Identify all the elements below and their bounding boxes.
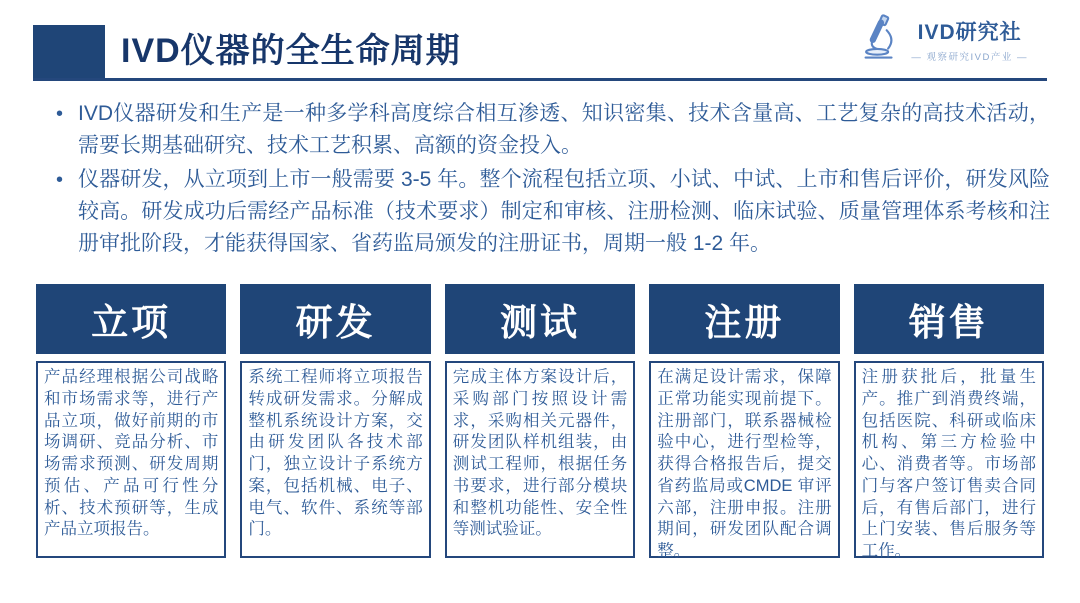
title-underline xyxy=(33,78,1047,81)
stage-body-registration: 在满足设计需求，保障正常功能实现前提下。注册部门，联系器械检验中心，进行型检等，获得合格报告后，提交省药监局或CMDE 审评六部，注册申报。注册期间，研发团队配合调整。 xyxy=(649,361,839,558)
slide-header xyxy=(0,0,1080,81)
stage-columns xyxy=(36,284,1044,561)
logo-text xyxy=(911,16,1028,63)
page-title: IVD仪器的全生命周期 xyxy=(121,32,461,70)
bullet-marker: • xyxy=(56,103,64,125)
stage-column-sales xyxy=(854,284,1044,561)
bullet-item-1 xyxy=(42,98,1050,162)
title-accent-square xyxy=(33,25,105,78)
stage-header-project-initiation: 立项 xyxy=(36,284,226,354)
stage-column-rd xyxy=(240,284,430,558)
stage-column-project-initiation xyxy=(36,284,226,558)
stage-body-rd: 系统工程师将立项报告转成研发需求。分解成整机系统设计方案，交由研发团队各技术部门，独立设计子系统方案，包括机械、电子、电气、软件、系统等部门。 xyxy=(240,361,430,558)
bullet-item-2 xyxy=(42,164,1050,260)
stage-body-sales: 注册获批后，批量生产。推广到消费终端，包括医院、科研或临床机构、第三方检验中心、消费者等。市场部门与客户签订售卖合同后，有售后部门，进行上门安装、售后服务等工作。 xyxy=(854,361,1044,558)
bullet-text-2: 仪器研发，从立项到上市一般需要 3-5 年。整个流程包括立项、小试、中试、上市和售后评价，研发风险较高。研发成功后需经产品标准（技术要求）制定和审核、注册检测、临床试验、质量管理体系考核和注册审批阶段，才能获得国家、省药监局颁发的注册证书，周期一般 1-2 年。 xyxy=(78,168,1050,255)
brand-logo xyxy=(857,14,1028,65)
stage-body-project-initiation: 产品经理根据公司战略和市场需求等，进行产品立项，做好前期的市场调研、竞品分析、市场需求预测、研发周期预估、产品可行性分析、技术预研等，生成产品立项报告。 xyxy=(36,361,226,558)
logo-tagline: — 观察研究IVD产业 — xyxy=(911,52,1028,63)
stage-header-testing: 测试 xyxy=(445,284,635,354)
stage-column-testing xyxy=(445,284,635,558)
stage-column-registration xyxy=(649,284,839,561)
stage-header-sales: 销售 xyxy=(854,284,1044,354)
logo-brand: IVD研究社 xyxy=(917,21,1022,44)
bullet-marker: • xyxy=(56,169,64,191)
microscope-icon xyxy=(857,14,903,65)
stage-header-registration: 注册 xyxy=(649,284,839,354)
bullet-text-1: IVD仪器研发和生产是一种多学科高度综合相互渗透、知识密集、技术含量高、工艺复杂的高技术活动，需要长期基础研究、技术工艺积累、高额的资金投入。 xyxy=(78,102,1050,157)
stage-body-testing: 完成主体方案设计后，采购部门按照设计需求，采购相关元器件，研发团队样机组装，由测试工程师，根据任务书要求，进行部分模块和整机功能性、安全性等测试验证。 xyxy=(445,361,635,558)
stage-header-rd: 研发 xyxy=(240,284,430,354)
bullet-list xyxy=(42,98,1050,260)
